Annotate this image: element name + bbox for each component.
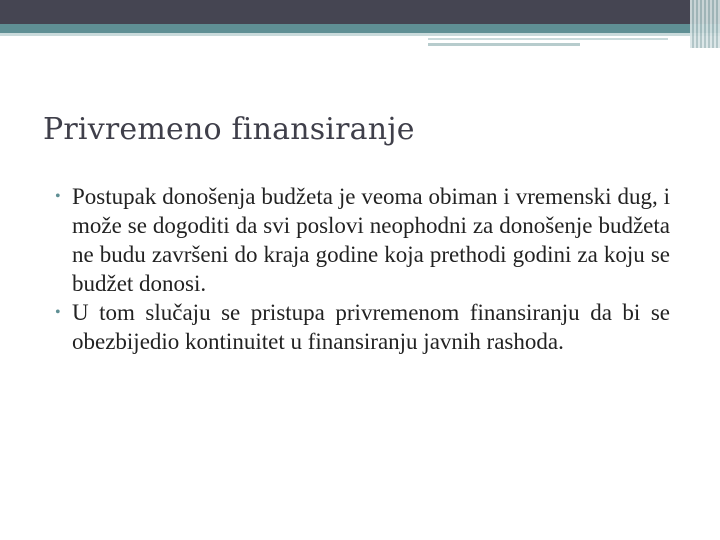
bullet-item [52, 298, 670, 356]
header-accent-line [428, 43, 580, 46]
header-light-bar [0, 33, 720, 36]
bullet-icon: • [55, 304, 61, 321]
bullet-icon: • [55, 188, 61, 205]
bullet-text: Postupak donošenja budžeta je veoma obiman i vremenski dug, i može se dogoditi da svi poslovi neophodni za donošenje budžeta ne budu završeni do kraja godine koja prethodi godini za koju se budžet donosi. [72, 184, 670, 296]
bullet-item [52, 182, 670, 298]
header-dark-bar [0, 0, 720, 24]
slide-title: Privremeno finansiranje [43, 112, 415, 147]
header-teal-bar [0, 24, 720, 33]
slide-body [52, 182, 670, 356]
bullet-text: U tom slučaju se pristupa privremenom finansiranju da bi se obezbijedio kontinuitet u finansiranju javnih rashoda. [72, 300, 670, 354]
corner-decoration [690, 0, 720, 48]
header-accent-line [428, 38, 668, 40]
